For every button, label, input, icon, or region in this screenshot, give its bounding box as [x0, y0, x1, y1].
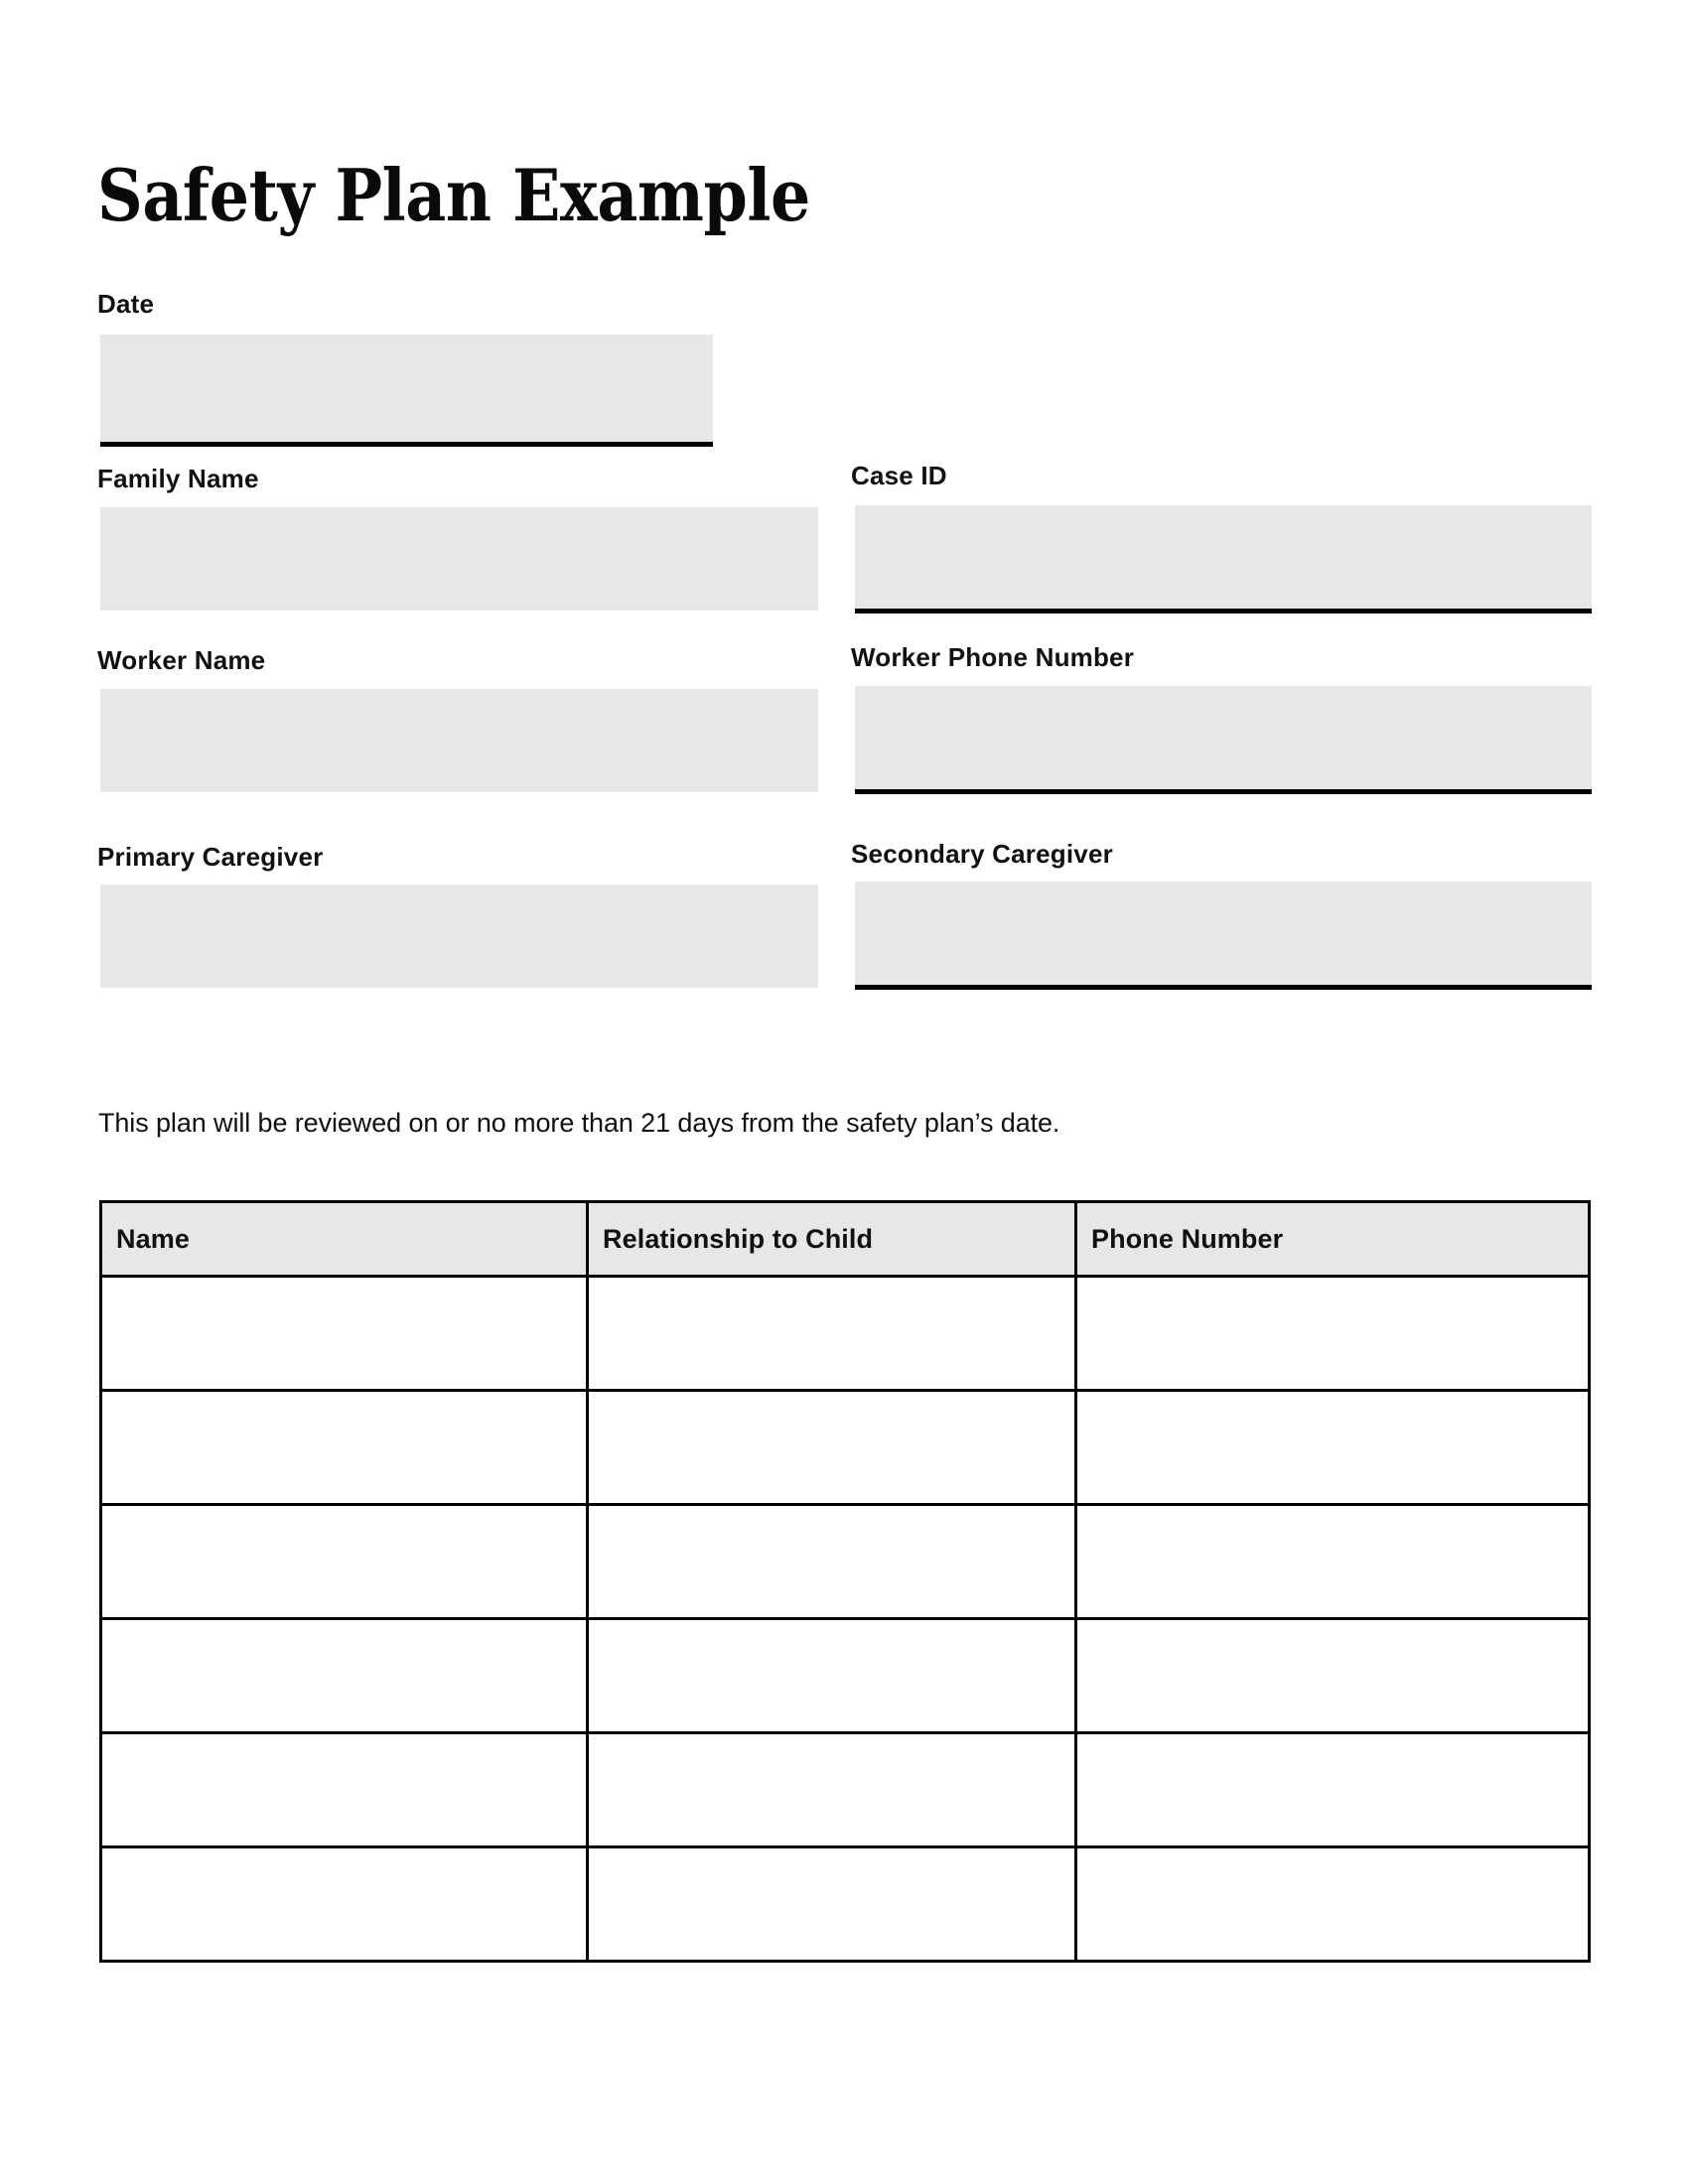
primary-caregiver-label: Primary Caregiver — [97, 842, 324, 872]
column-header-relationship-to-child: Relationship to Child — [588, 1202, 1076, 1277]
table-row — [101, 1619, 1590, 1733]
worker-phone-number-label: Worker Phone Number — [851, 642, 1135, 672]
worker-name-input[interactable] — [100, 689, 818, 792]
cell-name[interactable] — [101, 1733, 588, 1847]
column-header-name: Name — [101, 1202, 588, 1277]
table-row — [101, 1277, 1590, 1391]
cell-phone[interactable] — [1076, 1277, 1590, 1391]
cell-name[interactable] — [101, 1391, 588, 1505]
worker-name-label: Worker Name — [97, 645, 266, 675]
cell-name[interactable] — [101, 1277, 588, 1391]
table-header-row — [101, 1202, 1590, 1277]
cell-relationship[interactable] — [588, 1733, 1076, 1847]
cell-name[interactable] — [101, 1619, 588, 1733]
secondary-caregiver-label: Secondary Caregiver — [851, 839, 1113, 869]
page-title: Safety Plan Example — [97, 153, 810, 238]
cell-relationship[interactable] — [588, 1847, 1076, 1962]
cell-relationship[interactable] — [588, 1505, 1076, 1619]
secondary-caregiver-input[interactable] — [855, 882, 1592, 990]
cell-phone[interactable] — [1076, 1847, 1590, 1962]
cell-relationship[interactable] — [588, 1391, 1076, 1505]
cell-name[interactable] — [101, 1847, 588, 1962]
table-row — [101, 1733, 1590, 1847]
table-row — [101, 1505, 1590, 1619]
family-name-label: Family Name — [97, 464, 259, 493]
case-id-input[interactable] — [855, 505, 1592, 614]
cell-relationship[interactable] — [588, 1277, 1076, 1391]
contacts-table-body — [101, 1277, 1590, 1962]
family-name-input[interactable] — [100, 507, 818, 611]
cell-phone[interactable] — [1076, 1733, 1590, 1847]
date-input[interactable] — [100, 335, 713, 447]
primary-caregiver-input[interactable] — [100, 885, 818, 988]
contacts-table — [99, 1200, 1588, 1963]
cell-phone[interactable] — [1076, 1505, 1590, 1619]
case-id-label: Case ID — [851, 461, 947, 490]
date-label: Date — [97, 289, 155, 319]
table-row — [101, 1391, 1590, 1505]
cell-phone[interactable] — [1076, 1619, 1590, 1733]
cell-name[interactable] — [101, 1505, 588, 1619]
cell-relationship[interactable] — [588, 1619, 1076, 1733]
table-row — [101, 1847, 1590, 1962]
review-note: This plan will be reviewed on or no more than 21 days from the safety plan’s date. — [98, 1108, 1060, 1138]
column-header-phone-number: Phone Number — [1076, 1202, 1590, 1277]
worker-phone-number-input[interactable] — [855, 686, 1592, 794]
cell-phone[interactable] — [1076, 1391, 1590, 1505]
